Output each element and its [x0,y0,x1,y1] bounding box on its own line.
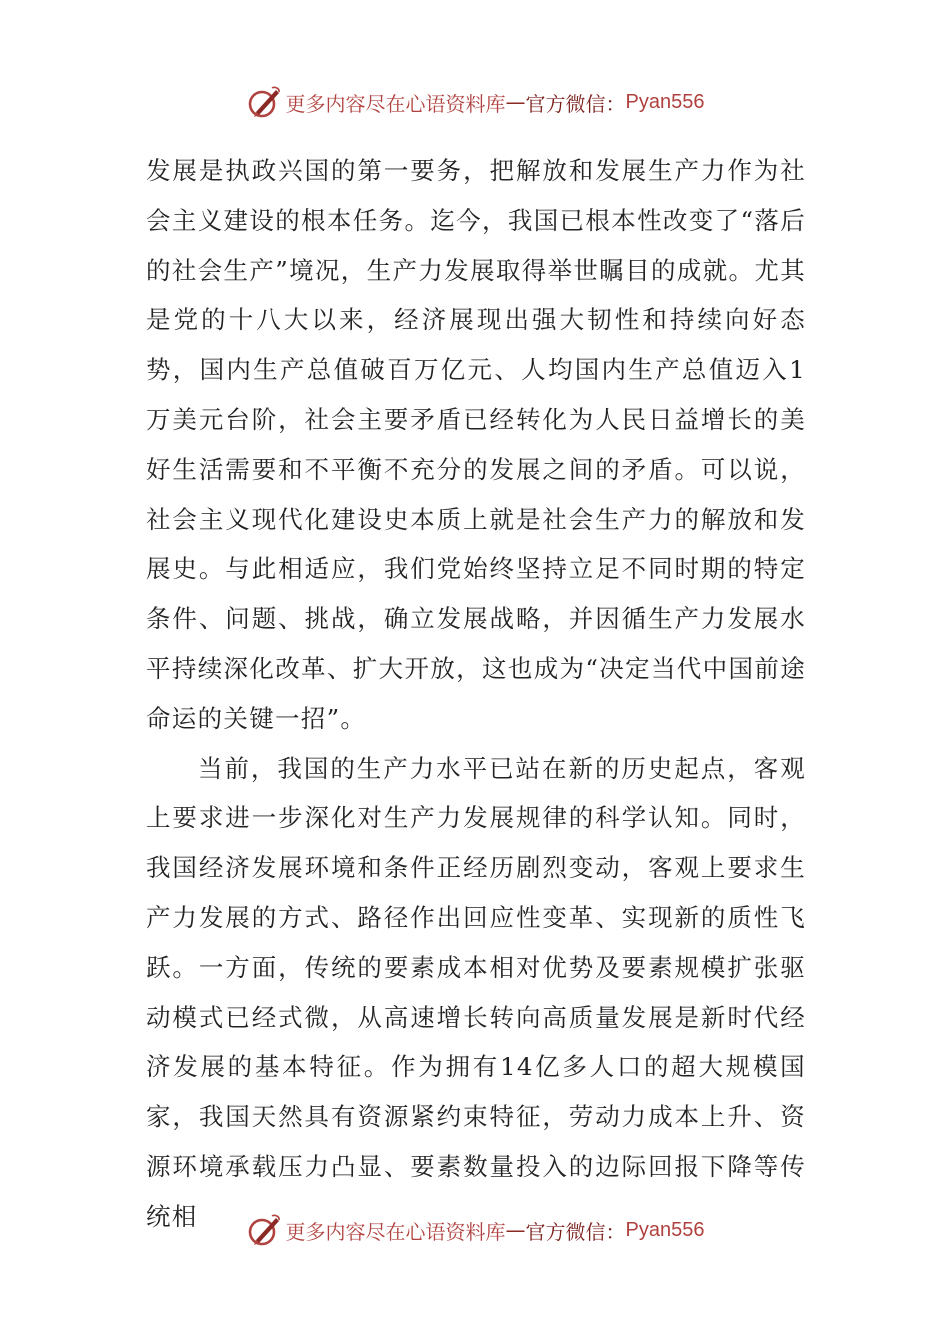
footer-wechat-label: 官方微信： [525,1219,626,1244]
header-site-text: 更多内容尽在心语资料库 [285,91,506,116]
header-separator: — [505,90,526,114]
pen-circle-logo-icon [246,1212,282,1248]
pen-circle-logo-icon [246,84,282,120]
footer-wechat-id: Pyan556 [625,1218,705,1241]
header-wechat-label: 官方微信： [525,91,626,116]
paragraph-2: 当前，我国的生产力水平已站在新的历史起点，客观上要求进一步深化对生产力发展规律的科学认知。同时，我国经济发展环境和条件正经历剧烈变动，客观上要求生产力发展的方式、路径作出回应性变革、实现新的质性飞跃。一方面，传统的要素成本相对优势及要素规模扩张驱动模式已经式微，从高速增长转向高质量发展是新时代经济发展的基本特征。作为拥有14亿多人口的超大规模国家，我国天然具有资源紧约束特征，劳动力成本上升、资源环境承载压力凸显、要素数量投入的边际回报下降等传统相 [146,753,806,1231]
footer-separator: — [505,1218,526,1242]
footer-banner [0,1208,950,1252]
document-body [146,146,806,1242]
footer-site-text: 更多内容尽在心语资料库 [285,1219,506,1244]
paragraph-1: 发展是执政兴国的第一要务，把解放和发展生产力作为社会主义建设的根本任务。迄今，我国已根本性改变了“落后的社会生产”境况，生产力发展取得举世瞩目的成就。尤其是党的十八大以来，经济展现出强大韧性和持续向好态势，国内生产总值破百万亿元、人均国内生产总值迈入1万美元台阶，社会主要矛盾已经转化为人民日益增长的美好生活需要和不平衡不充分的发展之间的矛盾。可以说，社会主义现代化建设史本质上就是社会生产力的解放和发展史。与此相适应，我们党始终坚持立足不同时期的特定条件、问题、挑战，确立发展战略，并因循生产力发展水平持续深化改革、扩大开放，这也成为“决定当代中国前途命运的关键一招”。 [146,156,806,733]
header-wechat-id: Pyan556 [625,90,705,113]
header-banner [0,80,950,124]
